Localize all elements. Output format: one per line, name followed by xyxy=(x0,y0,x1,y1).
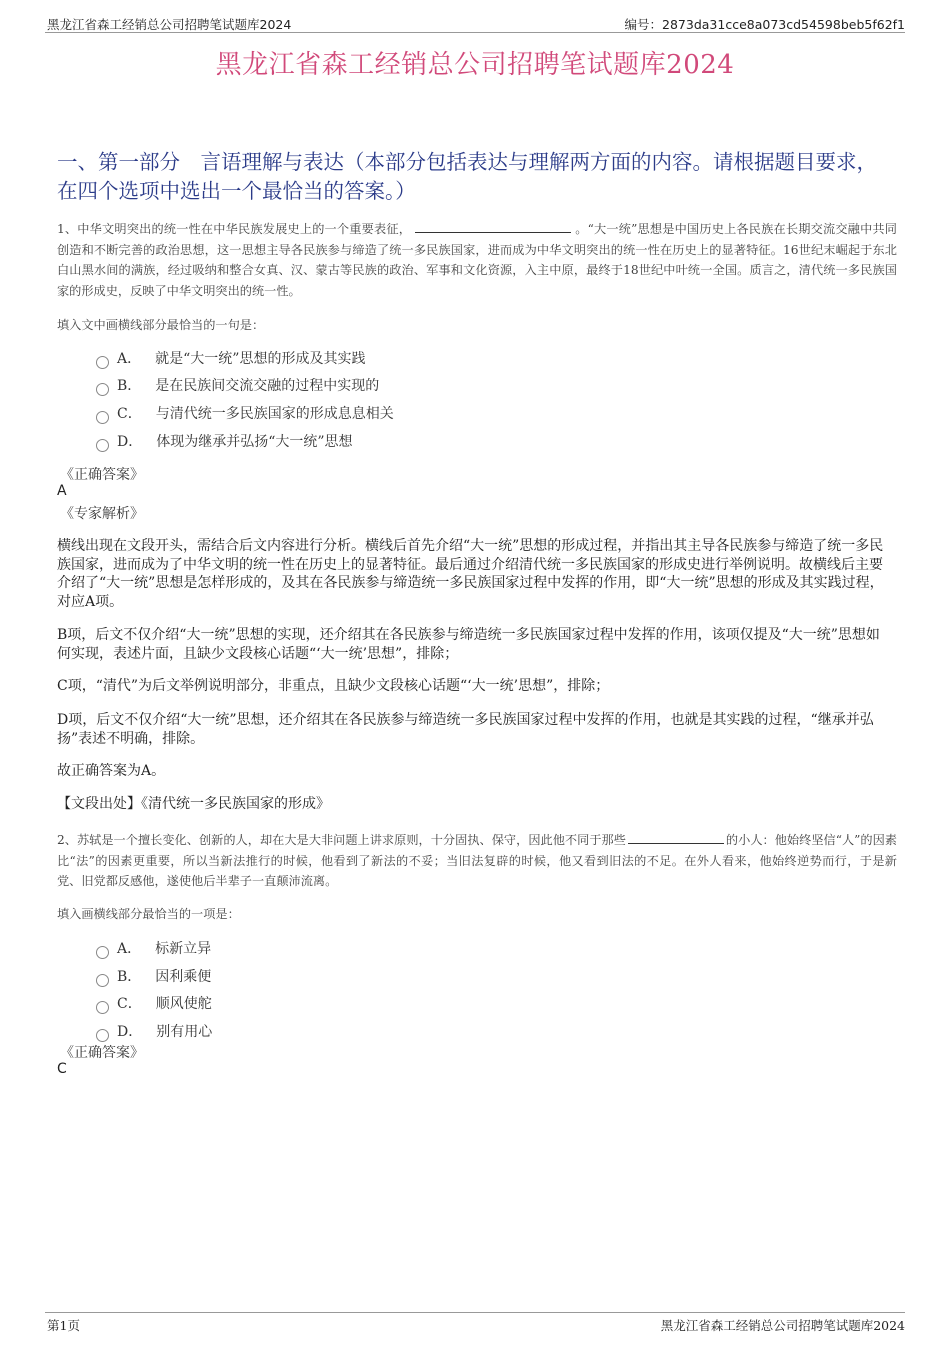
question-1-analysis-label: 《专家解析》 xyxy=(60,506,144,522)
radio-icon[interactable] xyxy=(96,439,109,452)
analysis-paragraph: 横线出现在文段开头，需结合后文内容进行分析。横线后首先介绍“大一统”思想的形成过程，并指出其主导各民族参与缔造了统一多民族国家，进而成为了中华文明的统一性在历史上的显著特征。最后通过介绍清代统一多民族国家的形成史进行举例说明。故横线后主要介绍了“大一统”思想是怎样形成的，及其在各民族参与缔造统一多民族国家过程中发挥的作用，即“大一统”思想的形成及其实践过程，对应A项。 xyxy=(57,538,884,610)
option-text: 体现为继承并弘扬“大一统”思想 xyxy=(156,434,353,450)
question-2-stem xyxy=(57,829,897,892)
radio-icon[interactable] xyxy=(96,1001,109,1014)
question-1-option-a[interactable]: A． 就是“大一统”思想的形成及其实践 xyxy=(96,348,365,370)
question-2-option-d[interactable]: D． 别有用心 xyxy=(96,1021,212,1043)
question-1-option-b[interactable]: B． 是在民族间交流交融的过程中实现的 xyxy=(96,375,379,397)
question-2-answer: C xyxy=(57,1061,67,1077)
option-text: 别有用心 xyxy=(156,1024,213,1040)
radio-icon[interactable] xyxy=(96,974,109,987)
question-2-prompt: 填入画横线部分最恰当的一项是： xyxy=(57,907,240,921)
analysis-paragraph: B项，后文不仅介绍“大一统”思想的实现，还介绍其在各民族参与缔造统一多民族国家过程中发挥的作用，该项仅提及“大一统”思想如何实现，表述片面，且缺少文段核心话题“‘大一统’思想”，排除； xyxy=(57,627,880,662)
question-1-answer: A xyxy=(57,483,67,499)
question-1-answer-label: 《正确答案》 xyxy=(60,467,144,483)
header-doc-title: 黑龙江省森工经销总公司招聘笔试题库2024 xyxy=(47,17,292,32)
option-text: 与清代统一多民族国家的形成息息相关 xyxy=(155,406,394,422)
option-text: 是在民族间交流交融的过程中实现的 xyxy=(155,378,380,394)
page-footer xyxy=(45,1312,905,1333)
fill-blank xyxy=(415,218,571,233)
analysis-conclusion: 故正确答案为A。 xyxy=(57,763,166,779)
radio-icon[interactable] xyxy=(96,383,109,396)
option-text: 因利乘便 xyxy=(155,969,212,985)
radio-icon[interactable] xyxy=(96,946,109,959)
header-doc-number: 编号：2873da31cce8a073cd54598beb5f62f1 xyxy=(624,17,905,32)
fill-blank xyxy=(628,829,724,844)
question-1-text-before: 1、中华文明突出的统一性在中华民族发展史上的一个重要表征， xyxy=(57,222,412,236)
section-title: 一、第一部分 言语理解与表达（本部分包括表达与理解两方面的内容。请根据题目要求，在四个选项中选出一个最恰当的答案。） xyxy=(57,150,877,203)
question-1-option-c[interactable]: C． 与清代统一多民族国家的形成息息相关 xyxy=(96,403,394,425)
radio-icon[interactable] xyxy=(96,411,109,424)
question-1-text-after: 。“大一统”思想是中国历史上各民族在长期交流交融中共同创造和不断完善的政治思想，这一思想主导各民族参与缔造了统一多民族国家，进而成为中华文明突出的统一性在历史上的显著特征。16世纪末崛起于东北白山黑水间的满族，经过吸纳和整合女真、汉、蒙古等民族的政治、军事和文化资源，入主中原，最终于18世纪中叶统一全国。质言之，清代统一多民族国家的形成史，反映了中华文明突出的统一性。 xyxy=(57,222,897,298)
document-title: 黑龙江省森工经销总公司招聘笔试题库2024 xyxy=(215,50,735,80)
question-1-stem xyxy=(57,218,897,301)
question-2-option-b[interactable]: B． 因利乘便 xyxy=(96,966,211,988)
question-1-prompt: 填入文中画横线部分最恰当的一句是： xyxy=(57,318,265,332)
question-2-option-c[interactable]: C． 顺风使舵 xyxy=(96,993,212,1015)
question-1-option-d[interactable]: D． 体现为继承并弘扬“大一统”思想 xyxy=(96,431,353,453)
radio-icon[interactable] xyxy=(96,356,109,369)
footer-doc-title: 黑龙江省森工经销总公司招聘笔试题库2024 xyxy=(660,1318,905,1333)
analysis-source: 【文段出处】《清代统一多民族国家的形成》 xyxy=(57,796,330,812)
analysis-paragraph: C项，“清代”为后文举例说明部分，非重点，且缺少文段核心话题“‘大一统’思想”，排除； xyxy=(57,678,610,694)
page-header xyxy=(45,14,905,33)
question-2-option-a[interactable]: A． 标新立异 xyxy=(96,938,211,960)
option-text: 顺风使舵 xyxy=(155,996,212,1012)
option-text: 就是“大一统”思想的形成及其实践 xyxy=(155,351,366,367)
analysis-paragraph: D项，后文不仅介绍“大一统”思想，还介绍其在各民族参与缔造统一多民族国家过程中发挥的作用，也就是其实践的过程，“继承并弘扬”表述不明确，排除。 xyxy=(57,712,874,747)
radio-icon[interactable] xyxy=(96,1029,109,1042)
page-number: 第1页 xyxy=(47,1318,80,1333)
question-2-text-after: 的小人：他始终坚信“人”的因素比“法”的因素更重要，所以当新法推行的时候，他看到了新法的不妥；当旧法复辟的时候，他又看到旧法的不足。在外人看来，他始终逆势而行，于是新党、旧党都反感他，遂使他后半辈子一直颠沛流离。 xyxy=(57,833,897,888)
option-text: 标新立异 xyxy=(155,941,212,957)
question-2-answer-label: 《正确答案》 xyxy=(60,1045,144,1061)
question-2-text-before: 2、苏轼是一个擅长变化、创新的人，却在大是大非问题上讲求原则，十分固执、保守，因此他不同于那些 xyxy=(57,833,626,847)
